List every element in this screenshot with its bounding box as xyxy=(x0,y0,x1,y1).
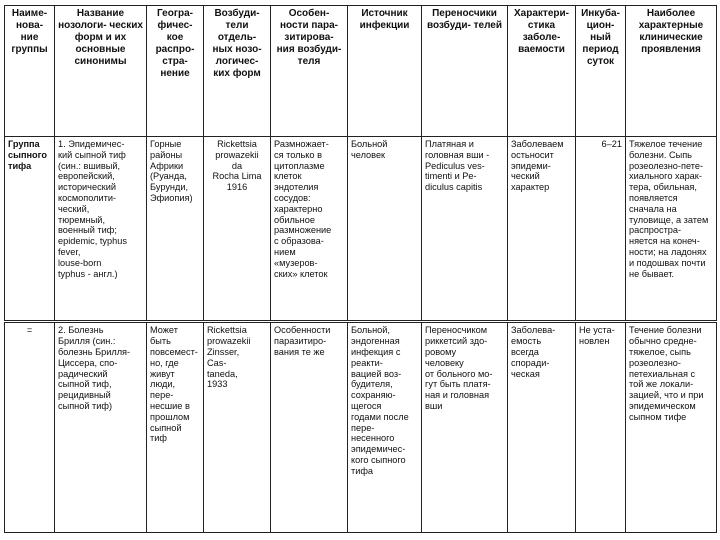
cell-pathogen: Rickettsia prowazekii da Rocha Lima 1916 xyxy=(204,137,271,322)
cell-nosological-form: 2. Болезнь Брилля (син.: болезнь Брилля- Циссера, спо- радический сыпной тиф, рецидивный сыпной тиф) xyxy=(55,322,147,533)
header-infection-source: Источник инфекции xyxy=(348,6,422,137)
cell-morbidity: Заболева- емость всегда споради- ческая xyxy=(508,322,576,533)
cell-parasitism: Особенности паразитиро- вания те же xyxy=(271,322,348,533)
disease-table xyxy=(4,5,717,533)
cell-incubation: Не уста- новлен xyxy=(576,322,626,533)
header-clinical-signs: Наиболее характерные клинические проявления xyxy=(626,6,717,137)
cell-nosological-form: 1. Эпидемичес- кий сыпной тиф (син.: вшивый, европейский, исторический космополити- ческий, тюремный, военный тиф; epidemic, typhus fever, louse-born typhus - англ.) xyxy=(55,137,147,322)
cell-clinical: Течение болезни обычно средне- тяжелое, сыпь розеолезно- петехиальная с той же локали- зацией, что и при эпидемическом сыпном тифе xyxy=(626,322,717,533)
header-morbidity: Характери- стика заболе- ваемости xyxy=(508,6,576,137)
cell-group: = xyxy=(5,322,55,533)
cell-vectors: Переносчиком риккетсий здо- ровому человеку от больного мо- гут быть платя- ная и головная вши xyxy=(422,322,508,533)
header-pathogens: Возбуди- тели отдель- ных нозо- логичес- ких форм xyxy=(204,6,271,137)
table-row xyxy=(5,137,717,322)
header-incubation-period: Инкуба- цион- ный период суток xyxy=(576,6,626,137)
header-vectors: Переносчики возбуди- телей xyxy=(422,6,508,137)
header-parasitism-features: Особен- ности пара- зитирова- ния возбуди- теля xyxy=(271,6,348,137)
cell-vectors: Платяная и головная вши - Pediculus ves- timenti и Pe- diculus capitis xyxy=(422,137,508,322)
cell-source: Больной, эндогенная инфекция с реакти- вацией воз- будителя, сохраняю- щегося годами после пере- несенного эпидемичес- кого сыпного тифа xyxy=(348,322,422,533)
cell-source: Больной человек xyxy=(348,137,422,322)
table-row xyxy=(5,322,717,533)
header-group-name: Наиме- нова- ние группы xyxy=(5,6,55,137)
cell-group: Группа сыпного тифа xyxy=(5,137,55,322)
cell-geography: Может быть повсемест- но, где живут люди, пере- несшие в прошлом сыпной тиф xyxy=(147,322,204,533)
cell-incubation: 6–21 xyxy=(576,137,626,322)
cell-pathogen: Rickettsia prowazekii Zinsser, Cas- taneda, 1933 xyxy=(204,322,271,533)
header-row xyxy=(5,6,717,137)
cell-morbidity: Заболеваем остьносит эпидеми- ческий характер xyxy=(508,137,576,322)
cell-geography: Горные районы Африки (Руанда, Бурунди, Эфиопия) xyxy=(147,137,204,322)
cell-clinical: Тяжелое течение болезни. Сыпь розеолезно-пете- хиального харак- тера, обильная, появляется сначала на туловище, а затем распростра- няется на конеч- ности; на ладонях и подошвах почти не бывает. xyxy=(626,137,717,322)
header-nosological-forms: Название нозологи- ческих форм и их основные синонимы xyxy=(55,6,147,137)
header-geographic-distribution: Геогра- фичес- кое распро- стра- нение xyxy=(147,6,204,137)
cell-parasitism: Размножает- ся только в цитоплазме клеток эндотелия сосудов: характерно обильное размножение с образова- нием «музеров- ских» клеток xyxy=(271,137,348,322)
